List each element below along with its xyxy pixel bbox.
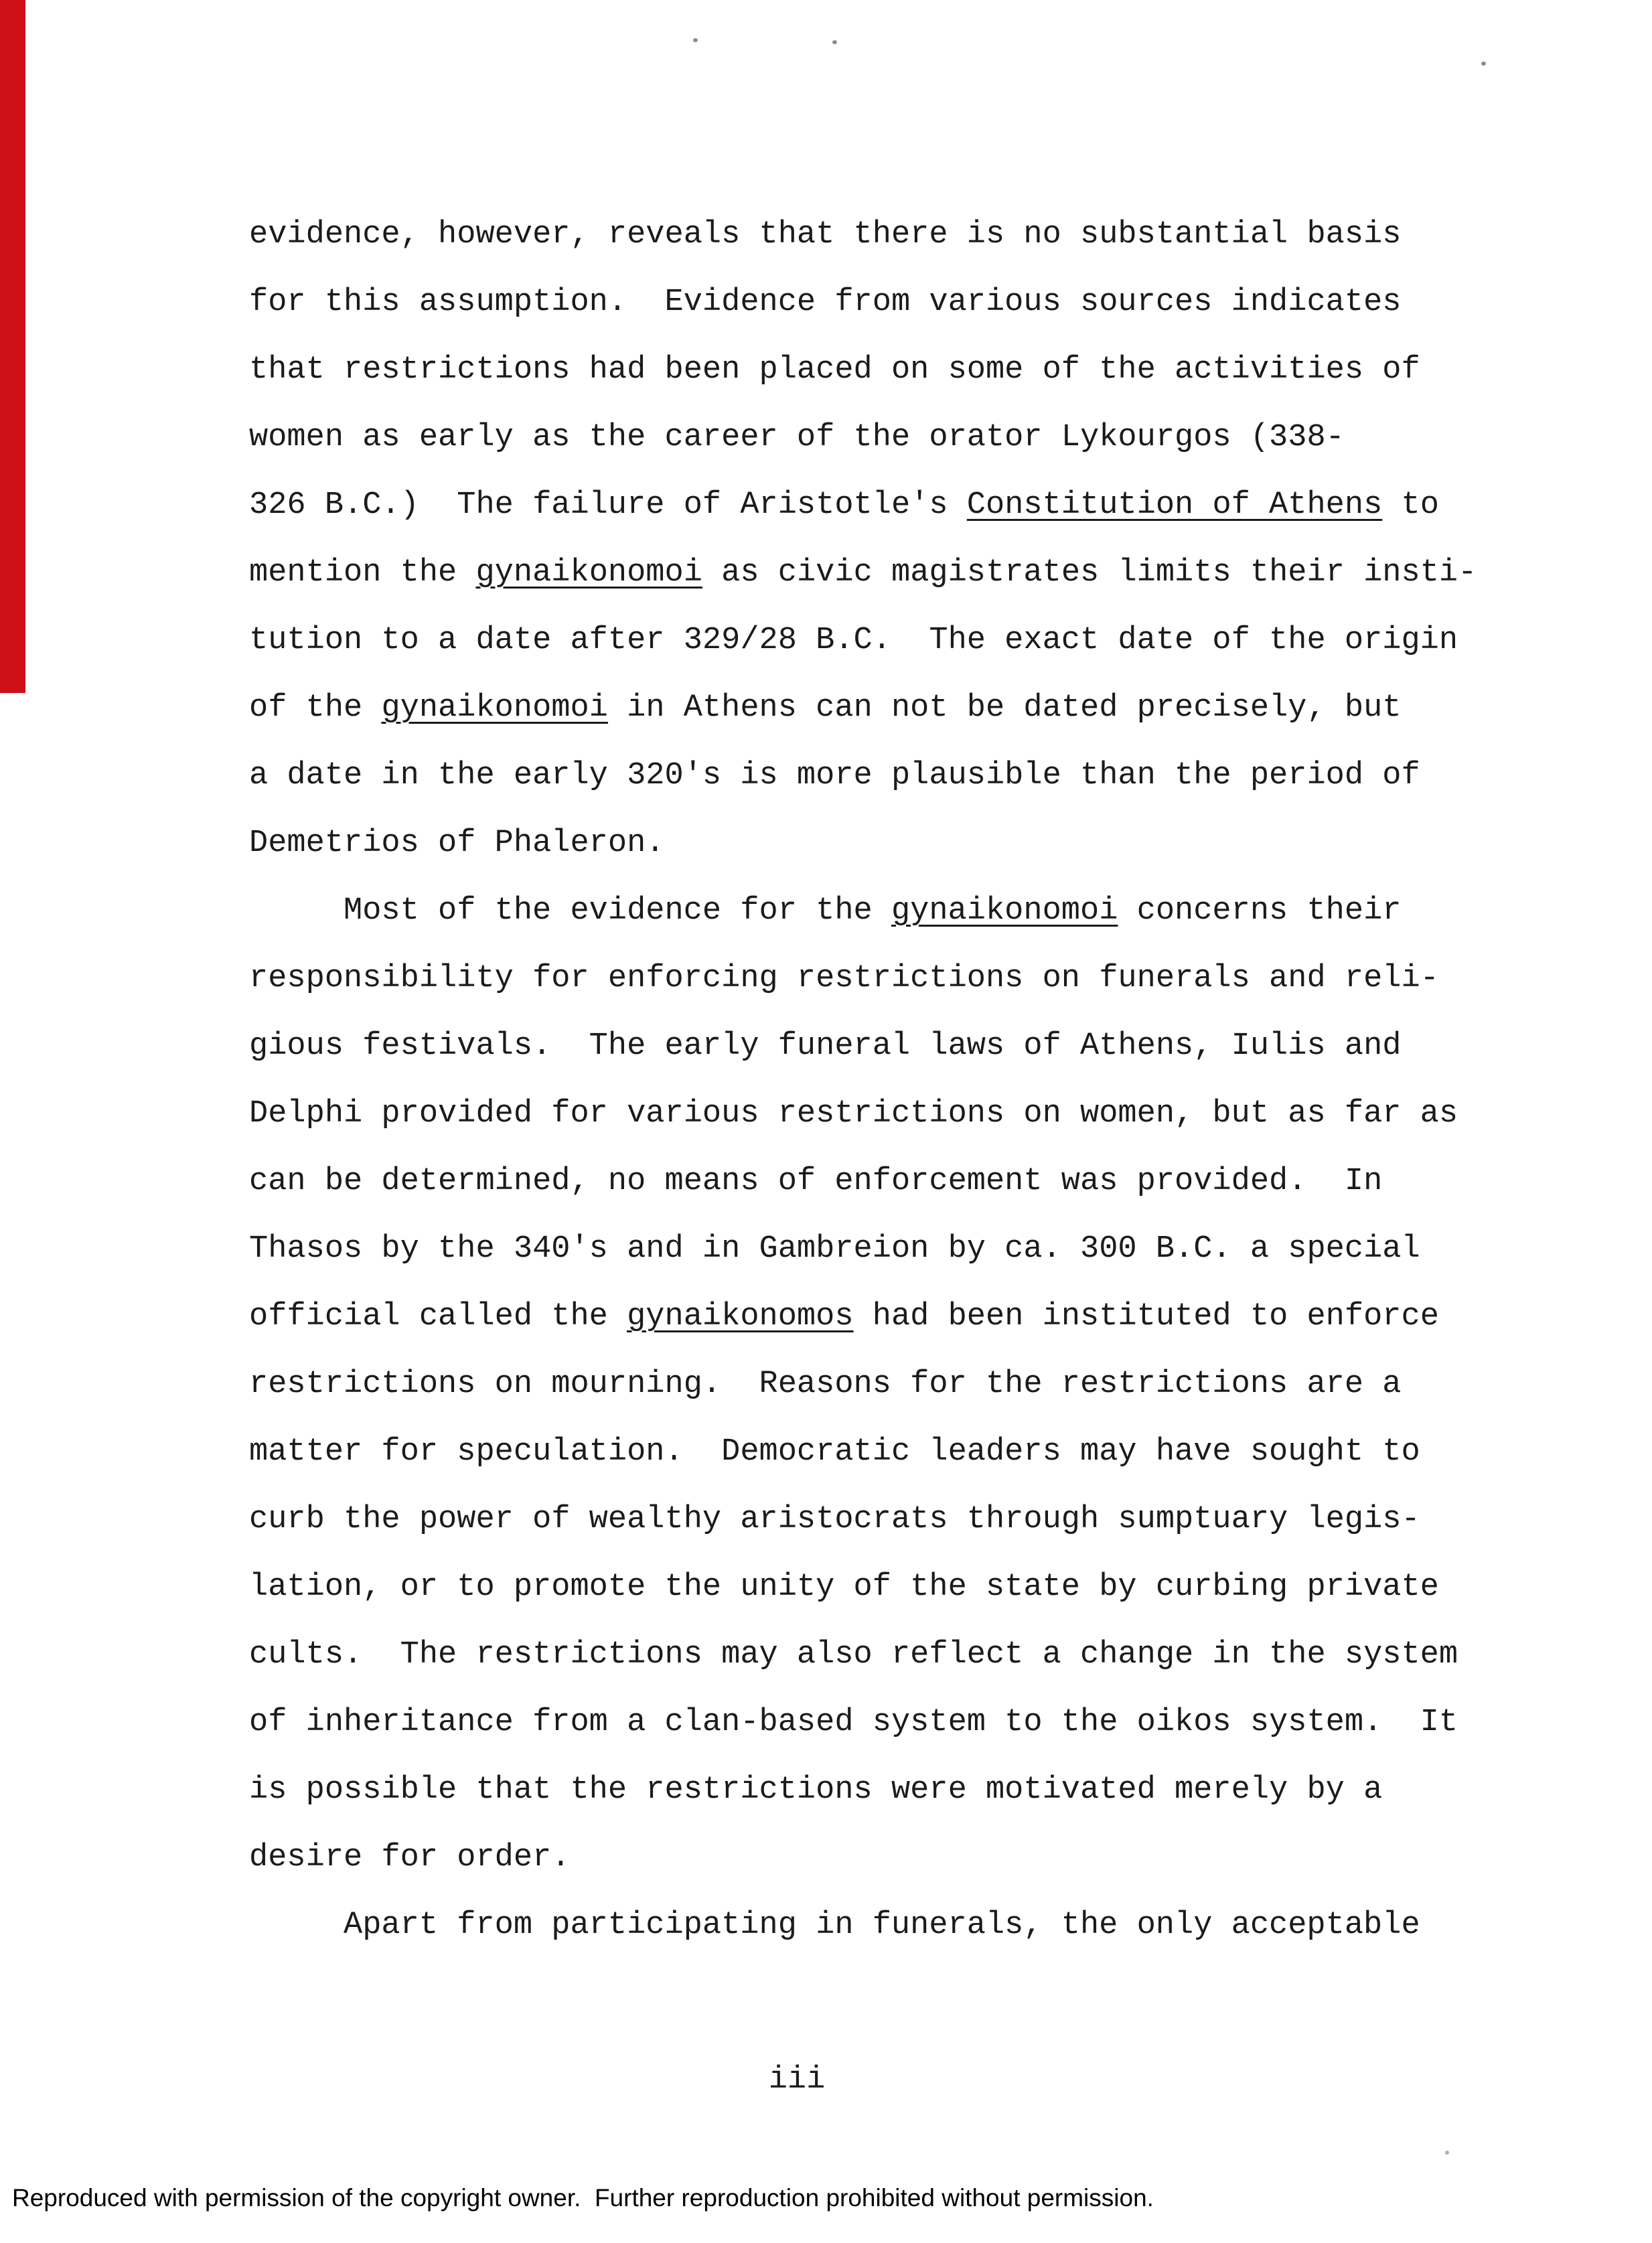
- text-segment: for this assumption. Evidence from various sources indicates: [249, 285, 1402, 320]
- underlined-term: Constitution of Athens: [966, 487, 1383, 523]
- text-line: [249, 1283, 1538, 1350]
- text-segment: that restrictions had been placed on some of the activities of: [249, 352, 1420, 388]
- text-segment: responsibility for enforcing restrictions on funerals and reli-: [249, 961, 1439, 996]
- text-line: [249, 1418, 1538, 1486]
- document-body: [249, 201, 1538, 1959]
- text-segment: of inheritance from a clan-based system to the oikos system. It: [249, 1705, 1458, 1740]
- text-segment: desire for order.: [249, 1840, 571, 1875]
- text-segment: in Athens can not be dated precisely, but: [607, 690, 1402, 726]
- page-number: iii: [768, 2062, 826, 2098]
- text-segment: mention the: [249, 555, 476, 591]
- scan-speck: [832, 40, 837, 44]
- underlined-term: gynaikonomoi: [475, 555, 702, 591]
- text-segment: Apart from participating in funerals, the only acceptable: [344, 1908, 1420, 1943]
- text-segment: Delphi provided for various restrictions on women, but as far as: [249, 1096, 1458, 1132]
- text-segment: cults. The restrictions may also reflect a change in the system: [249, 1637, 1458, 1673]
- text-segment: 326 B.C.) The failure of Aristotle's: [249, 487, 967, 523]
- text-line: [249, 1486, 1538, 1553]
- text-line: [249, 1621, 1538, 1689]
- underlined-term: gynaikonomoi: [381, 690, 608, 726]
- text-line: [249, 1012, 1538, 1080]
- text-segment: Thasos by the 340's and in Gambreion by ca. 300 B.C. a special: [249, 1231, 1420, 1267]
- text-segment: restrictions on mourning. Reasons for the restrictions are a: [249, 1367, 1402, 1402]
- text-segment: lation, or to promote the unity of the state by curbing private: [249, 1569, 1439, 1605]
- text-segment: is possible that the restrictions were motivated merely by a: [249, 1772, 1383, 1808]
- text-line: [249, 1080, 1538, 1148]
- text-line: [249, 1689, 1538, 1756]
- text-segment: tution to a date after 329/28 B.C. The exact date of the origin: [249, 623, 1458, 658]
- scan-speck: [1481, 62, 1486, 66]
- underlined-term: gynaikonomoi: [891, 893, 1118, 929]
- text-segment: matter for speculation. Democratic leaders may have sought to: [249, 1434, 1420, 1470]
- text-line: [249, 607, 1538, 674]
- underlined-term: gynaikonomos: [627, 1299, 854, 1334]
- text-line: [249, 1891, 1538, 1959]
- scan-red-stripe: [0, 0, 25, 693]
- text-segment: official called the: [249, 1299, 627, 1334]
- text-segment: Most of the evidence for the: [344, 893, 891, 929]
- text-line: [249, 1148, 1538, 1215]
- copyright-footer: Reproduced with permission of the copyright owner. Further reproduction prohibited without permission.: [12, 2184, 1154, 2212]
- text-segment: evidence, however, reveals that there is no substantial basis: [249, 217, 1402, 252]
- text-line: [249, 742, 1538, 809]
- scan-speck: [693, 38, 698, 42]
- text-segment: gious festivals. The early funeral laws of Athens, Iulis and: [249, 1028, 1402, 1064]
- text-line: [249, 336, 1538, 404]
- text-segment: as civic magistrates limits their insti-: [702, 555, 1477, 591]
- text-segment: of the: [249, 690, 382, 726]
- text-line: [249, 877, 1538, 945]
- text-line: [249, 1824, 1538, 1891]
- text-segment: can be determined, no means of enforcement was provided. In: [249, 1164, 1383, 1199]
- text-line: [249, 1553, 1538, 1621]
- text-line: [249, 471, 1538, 539]
- text-segment: women as early as the career of the orator Lykourgos (338-: [249, 420, 1345, 455]
- text-line: [249, 404, 1538, 471]
- text-segment: had been instituted to enforce: [853, 1299, 1439, 1334]
- text-segment: curb the power of wealthy aristocrats through sumptuary legis-: [249, 1502, 1420, 1537]
- text-line: [249, 539, 1538, 607]
- text-segment: Demetrios of Phaleron.: [249, 826, 665, 861]
- text-line: [249, 809, 1538, 877]
- text-segment: a date in the early 320's is more plausible than the period of: [249, 758, 1420, 793]
- text-segment: to: [1382, 487, 1439, 523]
- text-line: [249, 945, 1538, 1012]
- scan-speck: [1445, 2151, 1449, 2155]
- text-segment: concerns their: [1118, 893, 1402, 929]
- text-line: [249, 1350, 1538, 1418]
- text-line: [249, 1215, 1538, 1283]
- text-line: [249, 201, 1538, 268]
- text-line: [249, 268, 1538, 336]
- text-line: [249, 674, 1538, 742]
- text-line: [249, 1756, 1538, 1824]
